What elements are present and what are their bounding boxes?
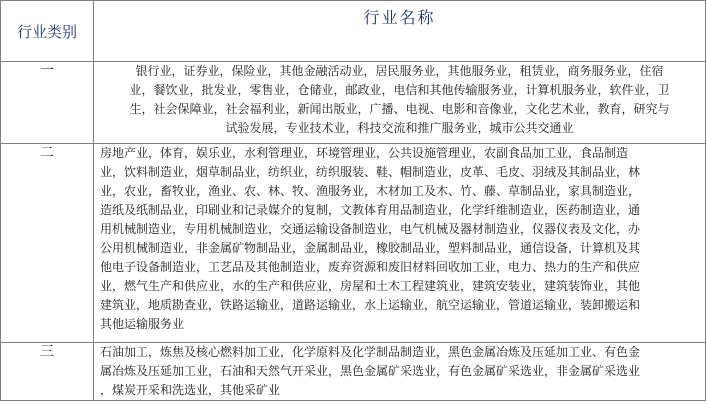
category-cell xyxy=(1,343,94,401)
industry-names-line: ，煤炭开采和洗选业，其他采矿业 xyxy=(100,383,281,397)
industry-names-cell xyxy=(94,343,706,401)
category-label: 一 xyxy=(40,63,54,79)
industry-names-line: 业，燃气生产和供应业，水的生产和供应业，房屋和土木工程建筑业，建筑安装业，建筑装饰业，其他 xyxy=(100,279,641,293)
category-label: 二 xyxy=(40,145,54,161)
category-cell xyxy=(1,144,94,343)
industry-names-line: 石油加工，炼焦及核心燃料加工业，化学原料及化学制品制造业，黑色金属冶炼及压延加工业、有色金 xyxy=(100,345,641,359)
industry-names-line: 建筑业，地质勘查业，铁路运输业，道路运输业，水上运输业，航空运输业，管道运输业，装卸搬运和 xyxy=(100,298,641,312)
table-row xyxy=(1,144,706,343)
category-label: 三 xyxy=(40,344,54,360)
industry-names-line: 业，饮料制造业，烟草制品业，纺织业，纺织服装、鞋、帽制造业，皮革、毛皮、羽绒及其制品业，林 xyxy=(100,165,641,179)
industry-names-line: 业，农业，畜牧业，渔业、农、林、牧、渔服务业，木材加工及木、竹、藤、草制品业，家具制造业， xyxy=(100,184,641,198)
industry-names-cell xyxy=(94,144,706,343)
industry-names-line: 属冶炼及压延加工业，石油和天然气开采业，黑色金属矿采选业，有色金属矿采选业，非金属矿采选业 xyxy=(100,364,641,378)
industry-names-line: 公用机械制造业，非金属矿物制品业，金属制品业，橡胶制品业，塑料制品业，通信设备，计算机及其 xyxy=(100,241,641,255)
table-row xyxy=(1,343,706,401)
industry-names-line: 生，社会保障业，社会福利业，新闻出版业，广播、电视、电影和音像业，文化艺术业，教育，研究与 xyxy=(129,102,670,116)
industry-names-line: 银行业，证券业，保险业，其他金融活动业，居民服务业，其他服务业，租赁业，商务服务业，住宿 xyxy=(135,64,664,78)
industry-names-line: 他电子设备制造业，工艺品及其他制造业，废弃资源和废旧材料回收加工业，电力、热力的生产和供应 xyxy=(100,260,641,274)
header-industry-category: 行业类别 xyxy=(1,1,94,62)
industry-names-line: 房地产业，体育，娱乐业，水利管理业，环境管理业，公共设施管理业，农副食品加工业，食品制造 xyxy=(100,146,629,160)
table-header-row xyxy=(1,1,706,62)
category-cell xyxy=(1,62,94,144)
industry-names-line: 试验发展，专业技术业，科技交流和推广服务业，城市公共交通业 xyxy=(225,121,574,135)
industry-names-cell xyxy=(94,62,706,144)
industry-names-line: 用机械制造业，专用机械制造业，交通运输设备制造业，电气机械及器材制造业，仪器仪表及文化，办 xyxy=(100,222,641,236)
header-industry-name: 行业名称 xyxy=(94,1,706,62)
table-row xyxy=(1,62,706,144)
industry-names-line: 其他运输服务业 xyxy=(100,317,185,331)
industry-names-line: 业，餐饮业，批发业，零售业，仓储业，邮政业，电信和其他传输服务业，计算机服务业，软件业，卫 xyxy=(129,83,670,97)
industry-names-line: 造纸及纸制品业，印刷业和记录媒介的复制，文教体育用品制造业，化学纤维制造业，医药制造业，通 xyxy=(100,203,641,217)
